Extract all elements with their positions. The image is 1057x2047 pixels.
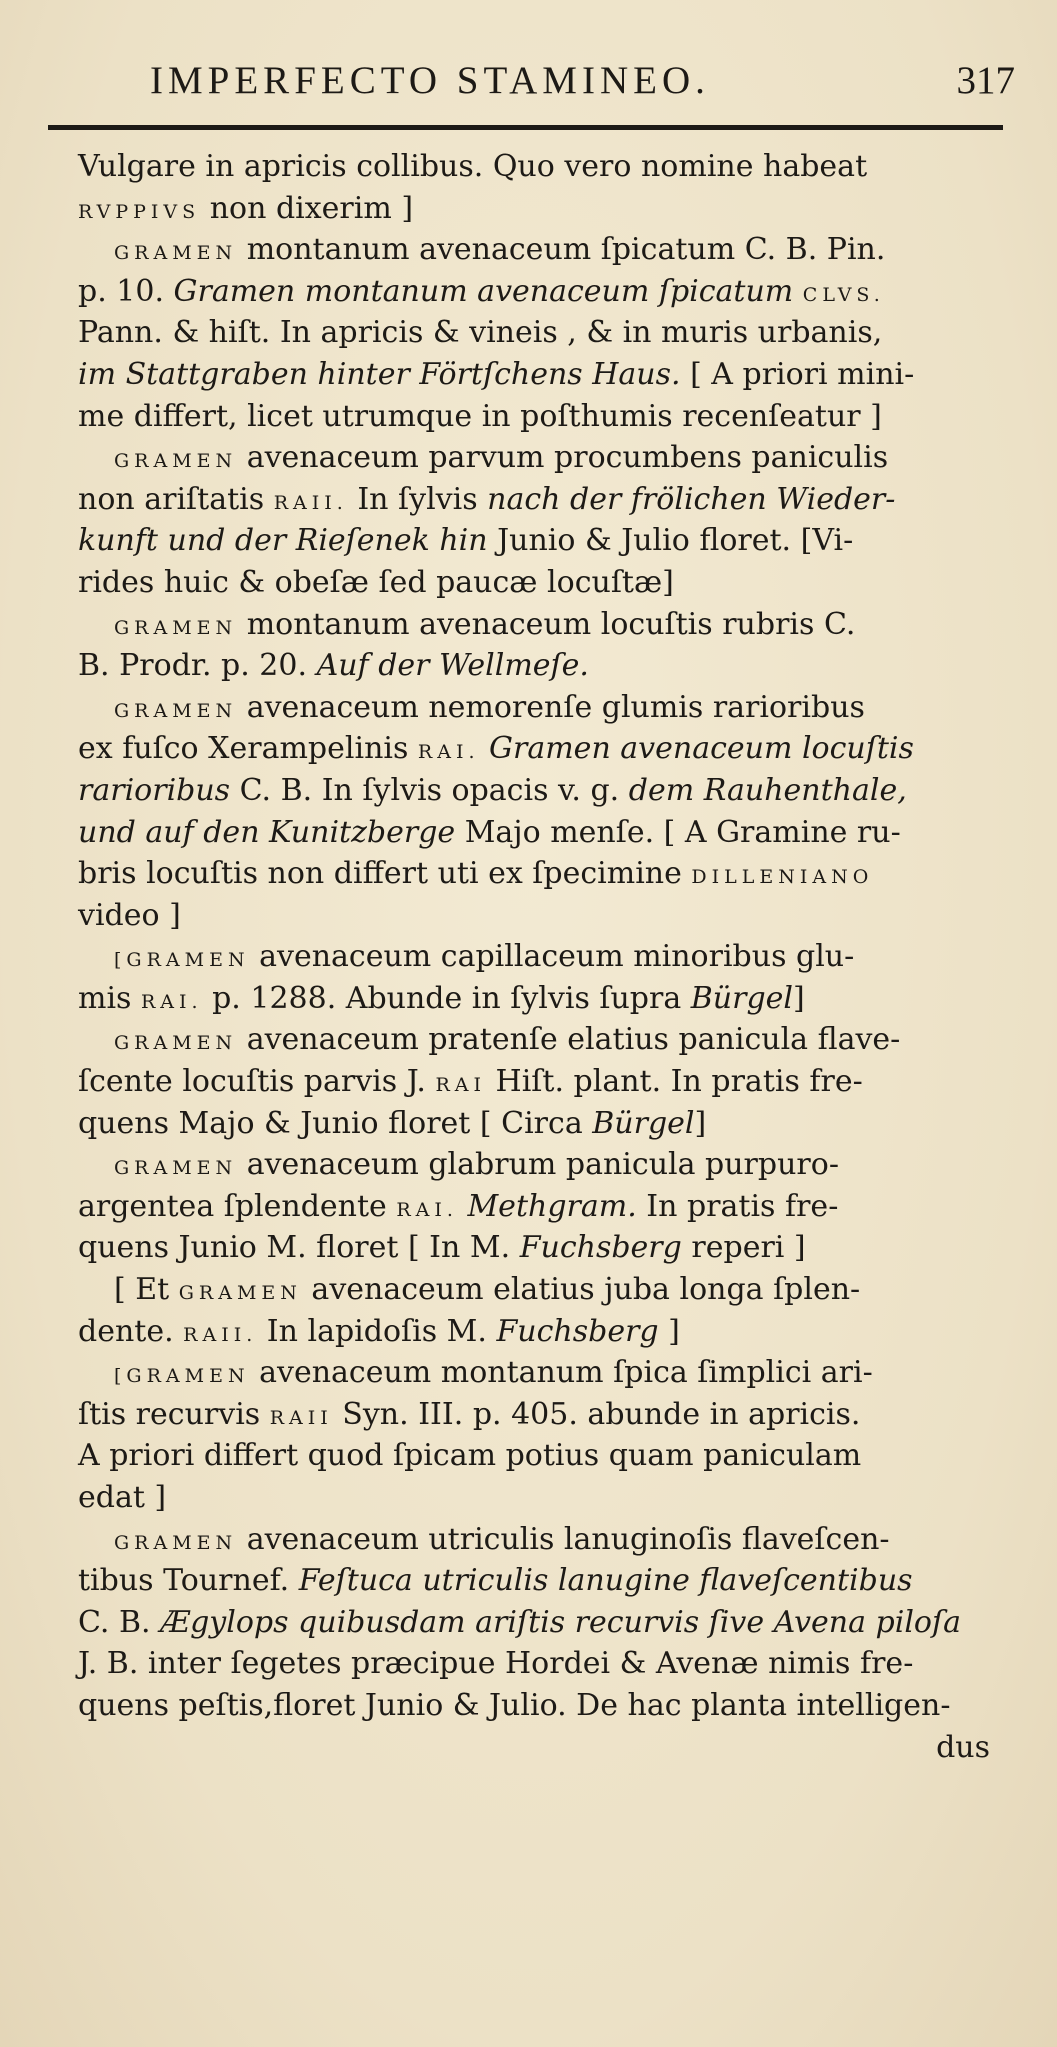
text-line (78, 1394, 1018, 1436)
text-segment: C. B. In ſylvis opacis v. g. (230, 772, 629, 808)
small-caps-text: CLVS. (802, 283, 885, 306)
italic-text: rarioribus (78, 772, 231, 808)
text-line (78, 1727, 1018, 1769)
body-text (78, 146, 1018, 1768)
text-line (78, 978, 1018, 1020)
text-segment: In ſylvis (347, 481, 488, 517)
text-line (78, 1560, 1018, 1602)
text-segment: avenaceum glabrum panicula purpuro- (237, 1147, 839, 1183)
text-segment: tibus Tournef. (78, 1563, 299, 1599)
small-caps-text: RAII (269, 1406, 333, 1429)
text-segment: edat ] (78, 1480, 167, 1515)
italic-text: Feſtuca utriculis lanugine flaveſcentibus (298, 1563, 913, 1599)
italic-text: Auf der Wellmeſe. (316, 648, 589, 684)
text-segment: ] (694, 1105, 707, 1141)
text-line (78, 728, 1018, 770)
text-segment: avenaceum montanum ſpica ſimplici ari- (249, 1355, 873, 1391)
text-segment: quens Junio M. floret [ In M. (78, 1230, 520, 1266)
small-caps-text: RAI. (140, 990, 203, 1013)
text-line (78, 312, 1018, 354)
text-segment: [ A priori mini- (680, 356, 915, 392)
italic-text: Bürgel (690, 980, 794, 1016)
text-segment: ſtis recurvis (78, 1396, 270, 1432)
small-caps-text: GRAMEN (114, 1032, 238, 1055)
text-line (78, 229, 1018, 271)
small-caps-text: GRAMEN (114, 1157, 238, 1180)
small-caps-text: GRAMEN (114, 450, 238, 473)
text-line (78, 146, 1018, 188)
text-line (78, 188, 1018, 230)
small-caps-text: GRAMEN (114, 1531, 238, 1554)
italic-text: Ægylops quibusdam ariſtis recurvis ſive Avena piloſa (160, 1604, 961, 1640)
text-line (78, 687, 1018, 729)
text-line (78, 645, 1018, 687)
italic-text: Methgram. (467, 1188, 637, 1224)
small-caps-text: RAI. (417, 741, 480, 764)
text-segment (480, 731, 490, 766)
italic-text: Gramen montanum avenaceum ſpicatum (173, 273, 794, 309)
text-line (78, 1352, 1018, 1394)
text-segment: avenaceum nemorenſe glumis rarioribus (237, 689, 865, 725)
text-segment: Pann. & hiſt. In apricis & vineis , & in muris urbanis, (78, 315, 883, 351)
text-segment: avenaceum parvum procumbens paniculis (237, 440, 889, 476)
text-line (78, 1519, 1018, 1561)
text-line (78, 770, 1018, 812)
text-segment: C. B. (78, 1604, 161, 1640)
small-caps-text: RAI. (396, 1198, 458, 1221)
italic-text: Fuchsberg (496, 1313, 659, 1349)
italic-text: Gramen avenaceum locuſtis (489, 731, 914, 767)
text-line (78, 437, 1018, 479)
text-segment: In pratis fre- (636, 1188, 839, 1224)
text-line (78, 1685, 1018, 1727)
page-number: 317 (956, 59, 1015, 102)
text-segment: quens peſtis,floret Junio & Julio. De hac planta intelligen- (78, 1687, 951, 1723)
text-segment: non ariſtatis (78, 481, 274, 517)
text-segment: Majo menſe. [ A Gramine ru- (455, 814, 901, 850)
text-line (78, 1186, 1018, 1228)
italic-text: kunft und der Rieſenek hin (78, 523, 488, 559)
small-caps-text: GRAMEN (114, 616, 238, 639)
text-segment: p. 10. (78, 273, 174, 309)
text-line (78, 1311, 1018, 1353)
text-segment: In lapidoſis M. (257, 1313, 497, 1349)
small-caps-text: [GRAMEN (114, 1365, 250, 1388)
text-line (78, 895, 1018, 937)
text-line (78, 812, 1018, 854)
text-segment: dente. (78, 1313, 184, 1349)
italic-text: im Stattgraben hinter Förtſchens Haus. (78, 356, 681, 392)
text-segment: J. B. inter ſegetes præcipue Hordei & Avenæ nimis fre- (78, 1646, 914, 1682)
text-segment: quens Majo & Junio floret [ Circa (78, 1105, 593, 1141)
italic-text: dem Rauhenthale, (628, 772, 907, 808)
text-segment: avenaceum capillaceum minoribus glu- (249, 939, 855, 975)
text-segment: B. Prodr. p. 20. (78, 648, 317, 684)
text-line (78, 1269, 1018, 1311)
text-segment: montanum avenaceum ſpicatum C. B. Pin. (237, 232, 886, 268)
italic-text: und auf den Kunitzberge (78, 814, 456, 850)
text-segment: [ Et (114, 1272, 179, 1308)
text-segment: Syn. III. p. 405. abunde in apricis. (332, 1396, 861, 1432)
text-line (78, 479, 1018, 521)
text-line (78, 1477, 1018, 1519)
small-caps-text: GRAMEN (178, 1282, 302, 1305)
small-caps-text: RAII. (273, 491, 348, 514)
text-line (78, 1144, 1018, 1186)
text-segment: rides huic & obeſæ ſed paucæ locuſtæ] (78, 564, 674, 600)
text-segment (793, 274, 803, 309)
small-caps-text: GRAMEN (114, 242, 238, 265)
page-header (110, 58, 1015, 118)
text-line (78, 1103, 1018, 1145)
text-segment: reperi ] (681, 1230, 806, 1266)
text-segment: montanum avenaceum locuſtis rubris C. (237, 606, 856, 642)
text-line (78, 1643, 1018, 1685)
text-line (78, 520, 1018, 562)
text-segment: ] (658, 1313, 680, 1349)
text-line (78, 1227, 1018, 1269)
text-segment: me differt, licet utrumque in poſthumis recenſeatur ] (78, 398, 882, 434)
text-segment: ex fuſco Xerampelinis (78, 731, 418, 767)
text-segment: mis (78, 980, 141, 1016)
text-line (78, 1435, 1018, 1477)
text-line (78, 562, 1018, 604)
italic-text: Fuchsberg (519, 1230, 682, 1266)
small-caps-text: RAII. (183, 1323, 258, 1346)
small-caps-text: DILLENIANO (691, 866, 874, 889)
header-rule (48, 125, 1003, 130)
text-segment: bris locuſtis non differt uti ex ſpecimine (78, 856, 692, 892)
text-segment: non dixerim ] (200, 190, 414, 226)
text-segment: avenaceum pratenſe elatius panicula flave- (237, 1022, 901, 1058)
text-segment: Vulgare in apricis collibus. Quo vero nomine habeat (78, 149, 868, 184)
text-line (78, 1061, 1018, 1103)
text-segment: video ] (78, 897, 181, 933)
small-caps-text: RAI (435, 1074, 487, 1097)
small-caps-text: RVPPIVS (78, 200, 201, 223)
text-segment: dus (936, 1729, 990, 1765)
text-line (78, 271, 1018, 313)
text-segment: argentea ſplendente (78, 1188, 397, 1224)
text-line (78, 396, 1018, 438)
running-head: IMPERFECTO STAMINEO. (150, 59, 710, 102)
text-segment: ] (793, 980, 805, 1016)
text-segment: Hiſt. plant. In pratis fre- (486, 1064, 863, 1100)
text-segment: ſcente locuſtis parvis J. (78, 1064, 436, 1100)
small-caps-text: [GRAMEN (114, 949, 250, 972)
text-segment: A priori differt quod ſpicam potius quam paniculam (78, 1438, 862, 1474)
text-line (78, 354, 1018, 396)
text-segment: avenaceum elatius juba longa ſplen- (301, 1272, 861, 1308)
small-caps-text: GRAMEN (114, 699, 238, 722)
italic-text: nach der frölichen Wieder- (487, 481, 896, 517)
text-line (78, 1019, 1018, 1061)
text-line (78, 1602, 1018, 1644)
text-segment: Junio & Julio floret. [Vi- (487, 523, 854, 559)
text-line (78, 853, 1018, 895)
italic-text: Bürgel (592, 1105, 695, 1141)
text-line (78, 936, 1018, 978)
text-segment: p. 1288. Abunde in ſylvis ſupra (202, 980, 691, 1016)
text-segment: avenaceum utriculis lanuginoſis flaveſcen- (237, 1521, 890, 1557)
text-line (78, 604, 1018, 646)
